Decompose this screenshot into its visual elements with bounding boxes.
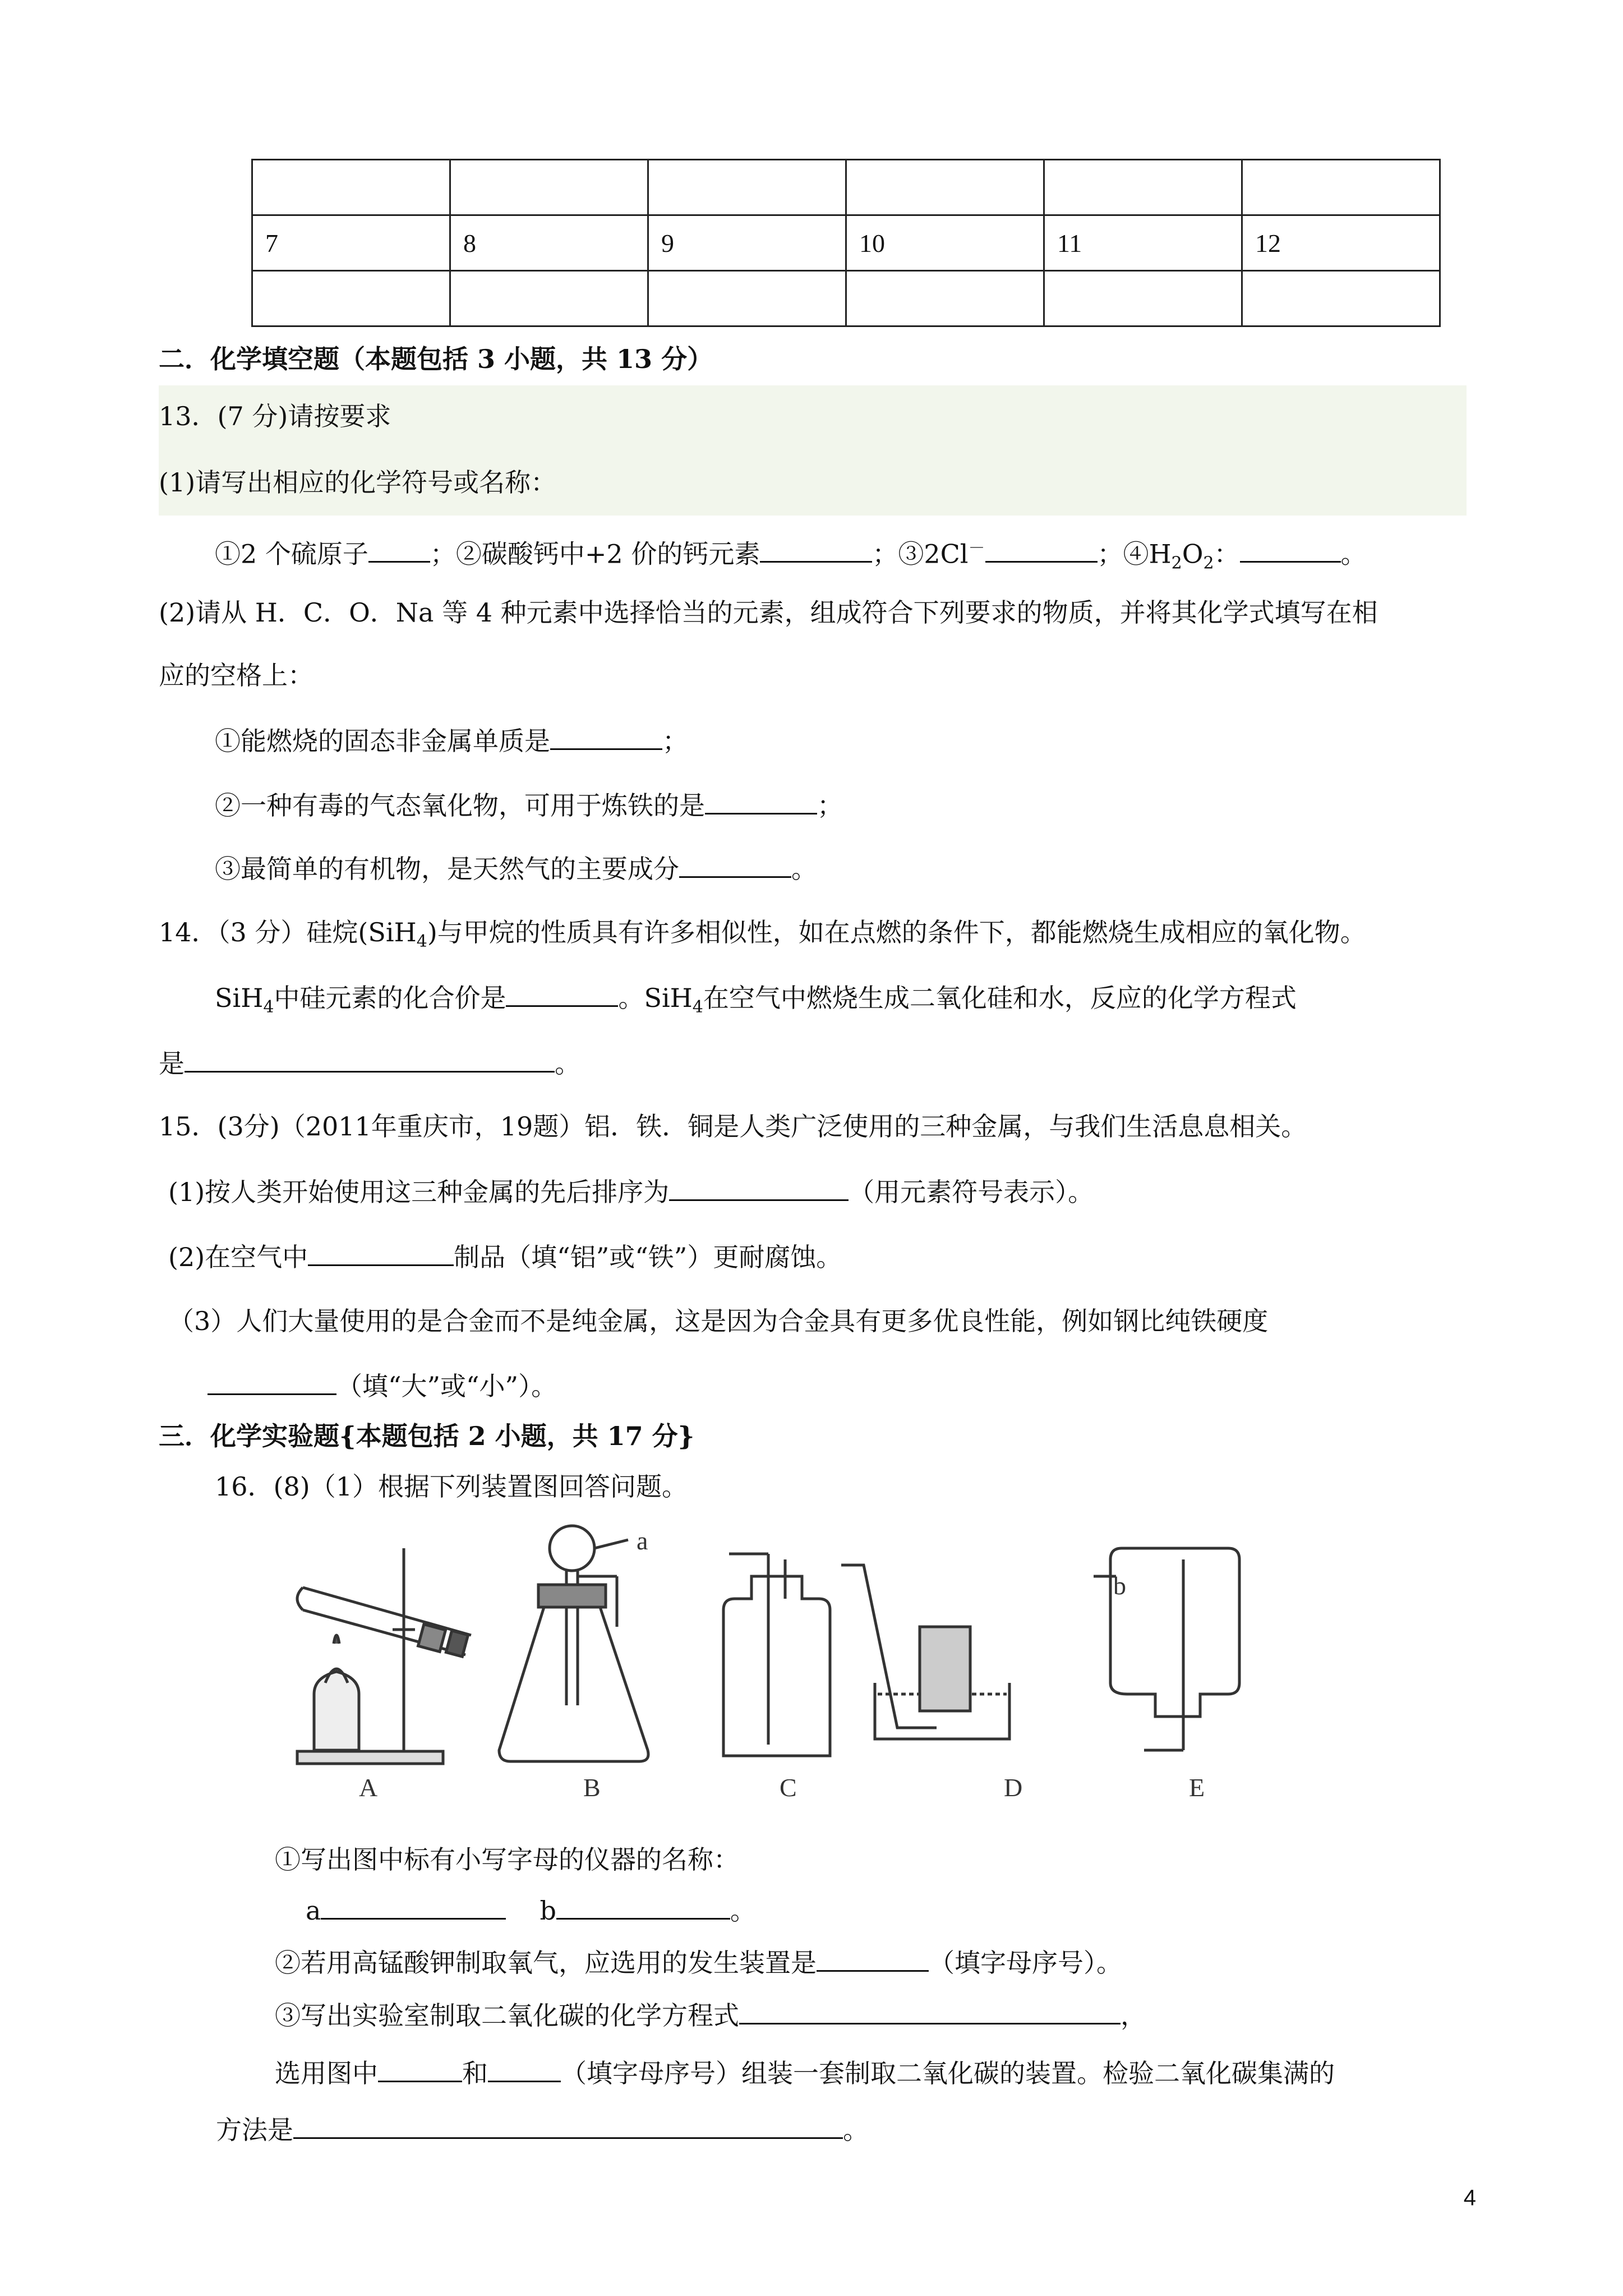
figure-label: D	[1004, 1773, 1023, 1802]
question-line	[208, 1369, 557, 1403]
question-line	[168, 1175, 1094, 1209]
question-text: ①写出图中标有小写字母的仪器的名称：	[275, 1844, 739, 1875]
answer-blank[interactable]	[1240, 536, 1341, 563]
question-text: ；④H	[1097, 539, 1172, 569]
answer-blank[interactable]	[679, 852, 791, 878]
question-text: ③写出实验室制取二氧化碳的化学方程式	[275, 2000, 739, 2031]
question-text: (2)在空气中	[168, 1242, 308, 1272]
question-text: ①能燃烧的固态非金属单质是	[215, 726, 550, 756]
question-text: O	[1182, 539, 1204, 569]
question-text: ：	[1214, 539, 1240, 569]
question-text: 应的空格上：	[159, 660, 313, 691]
question-text: ；③2Cl	[872, 539, 969, 569]
question-line	[168, 1240, 842, 1274]
answer-blank[interactable]	[185, 1046, 555, 1073]
question-text: 方法是	[216, 2115, 293, 2145]
section-heading: 三．化学实验题{本题包括 2 小题，共 17 分}	[159, 1421, 695, 1451]
table-cell[interactable]	[252, 271, 450, 326]
marker-b-label: b	[1113, 1571, 1126, 1600]
question-text: 。SiH	[618, 983, 693, 1013]
question-line	[275, 2056, 1335, 2090]
table-cell[interactable]	[846, 160, 1044, 215]
table-cell[interactable]	[1242, 160, 1440, 215]
answer-blank[interactable]	[556, 1893, 730, 1920]
table-cell[interactable]	[450, 271, 648, 326]
question-text: （填字母序号）。	[929, 1948, 1122, 1978]
answer-table	[251, 159, 1441, 327]
apparatus-b-illustration	[499, 1526, 648, 1761]
question-text: 制品（填“铝”或“铁”）更耐腐蚀。	[454, 1242, 842, 1272]
figure-label: C	[780, 1773, 797, 1802]
figure-label: E	[1189, 1773, 1205, 1802]
question-title: 13．(7 分)请按要求	[159, 401, 391, 431]
subscript: 4	[692, 997, 703, 1018]
question-text: （用元素符号表示）。	[849, 1177, 1094, 1207]
answer-blank[interactable]	[208, 1369, 336, 1395]
question-line	[159, 915, 1366, 959]
question-text: 中硅元素的化合价是	[274, 983, 506, 1013]
question-text: (1)按人类开始使用这三种金属的先后排序为	[168, 1177, 670, 1207]
question-line	[215, 724, 688, 758]
subscript: 2	[1203, 553, 1214, 573]
question-line	[215, 852, 817, 886]
table-cell[interactable]	[450, 160, 648, 215]
question-text: （填“大”或“小”）。	[336, 1371, 557, 1401]
table-cell: 10	[846, 215, 1044, 271]
table-cell: 8	[450, 215, 648, 271]
table-row	[252, 160, 1440, 215]
table-cell[interactable]	[648, 160, 846, 215]
table-cell[interactable]	[648, 271, 846, 326]
question-text: 。	[730, 1895, 756, 1926]
question-text: 。	[1340, 539, 1367, 569]
question-text: （3）人们大量使用的是合金而不是纯金属，这是因为合金具有更多优良性能，例如钢比纯铁硬度	[168, 1306, 1269, 1336]
question-text: 和	[462, 2058, 488, 2088]
table-row	[252, 215, 1440, 271]
question-text: ①2 个硫原子	[215, 539, 368, 569]
table-cell[interactable]	[1044, 160, 1242, 215]
answer-blank[interactable]	[985, 536, 1098, 563]
apparatus-c-illustration	[723, 1554, 830, 1756]
answer-blank[interactable]	[321, 1893, 506, 1920]
answer-blank[interactable]	[817, 1945, 929, 1972]
answer-blank[interactable]	[506, 981, 618, 1007]
subscript: 4	[416, 932, 427, 952]
answer-blank[interactable]	[760, 536, 872, 563]
question-text: a	[306, 1895, 321, 1926]
question-text: ②若用高锰酸钾制取氧气，应选用的发生装置是	[275, 1948, 817, 1978]
question-line	[159, 1046, 580, 1080]
section-heading: 二．化学填空题（本题包括 3 小题，共 13 分）	[159, 344, 713, 374]
answer-blank[interactable]	[308, 1240, 454, 1266]
subscript: 2	[1171, 553, 1182, 573]
answer-blank[interactable]	[705, 788, 817, 815]
table-cell: 9	[648, 215, 846, 271]
question-text: ②一种有毒的气态氧化物，可用于炼铁的是	[215, 790, 705, 821]
question-text: SiH	[215, 983, 264, 1013]
table-cell: 7	[252, 215, 450, 271]
question-text: ；②碳酸钙中+2 价的钙元素	[430, 539, 760, 569]
superscript: －	[968, 539, 985, 558]
question-text: （填字母序号）组装一套制取二氧化碳的装置。检验二氧化碳集满的	[561, 2058, 1335, 2088]
table-cell[interactable]	[1242, 271, 1440, 326]
question-text: 在空气中燃烧生成二氧化硅和水，反应的化学方程式	[703, 983, 1297, 1013]
table-cell[interactable]	[846, 271, 1044, 326]
question-text: ③最简单的有机物，是天然气的主要成分	[215, 854, 679, 884]
answer-blank[interactable]	[293, 2113, 843, 2139]
table-cell: 12	[1242, 215, 1440, 271]
question-text: ；	[817, 790, 843, 821]
question-text: 。	[555, 1048, 580, 1079]
question-text: ；	[662, 726, 688, 756]
question-line	[306, 1893, 756, 1927]
question-text: ，	[1121, 2000, 1146, 2031]
table-cell: 11	[1044, 215, 1242, 271]
question-line	[215, 532, 1367, 581]
question-line	[275, 1945, 1122, 1980]
page-number: 4	[1463, 2185, 1476, 2210]
table-cell[interactable]	[252, 160, 450, 215]
apparatus-d-illustration	[841, 1565, 1009, 1739]
apparatus-a-illustration	[297, 1548, 471, 1764]
answer-blank[interactable]	[550, 724, 662, 750]
table-row	[252, 271, 1440, 326]
question-line	[216, 2113, 869, 2147]
answer-blank[interactable]	[739, 1998, 1121, 2024]
answer-blank[interactable]	[378, 2056, 462, 2082]
question-text: 。	[843, 2115, 869, 2145]
answer-blank[interactable]	[488, 2056, 561, 2082]
subscript: 4	[263, 997, 274, 1018]
question-text: 15．(3分)（2011年重庆市，19题）铝．铁．铜是人类广泛使用的三种金属，与我们生活息息相关。	[159, 1111, 1307, 1142]
answer-blank[interactable]	[669, 1175, 849, 1201]
question-title: 16．(8)（1）根据下列装置图回答问题。	[215, 1471, 688, 1502]
figure-label: B	[583, 1773, 601, 1802]
question-line	[275, 1998, 1146, 2032]
table-cell[interactable]	[1044, 271, 1242, 326]
question-text: 14．（3 分）硅烷(SiH	[159, 917, 417, 947]
figure-label: A	[359, 1773, 378, 1802]
question-text: )与甲烷的性质具有许多相似性，如在点燃的条件下，都能燃烧生成相应的氧化物。	[427, 917, 1366, 947]
question-text: (1)请写出相应的化学符号或名称：	[159, 467, 557, 498]
question-text: (2)请从 H．C．O．Na 等 4 种元素中选择恰当的元素，组成符合下列要求的物质，并将其化学式填写在相	[159, 597, 1378, 628]
question-line	[215, 981, 1297, 1024]
question-text: 。	[791, 854, 817, 884]
question-text: 选用图中	[275, 2058, 378, 2088]
answer-blank[interactable]	[368, 536, 430, 563]
question-line	[215, 788, 843, 822]
question-text: 是	[159, 1048, 185, 1079]
apparatus-figure	[280, 1515, 1267, 1806]
question-text: b	[540, 1895, 556, 1926]
marker-a-label: a	[637, 1526, 648, 1555]
